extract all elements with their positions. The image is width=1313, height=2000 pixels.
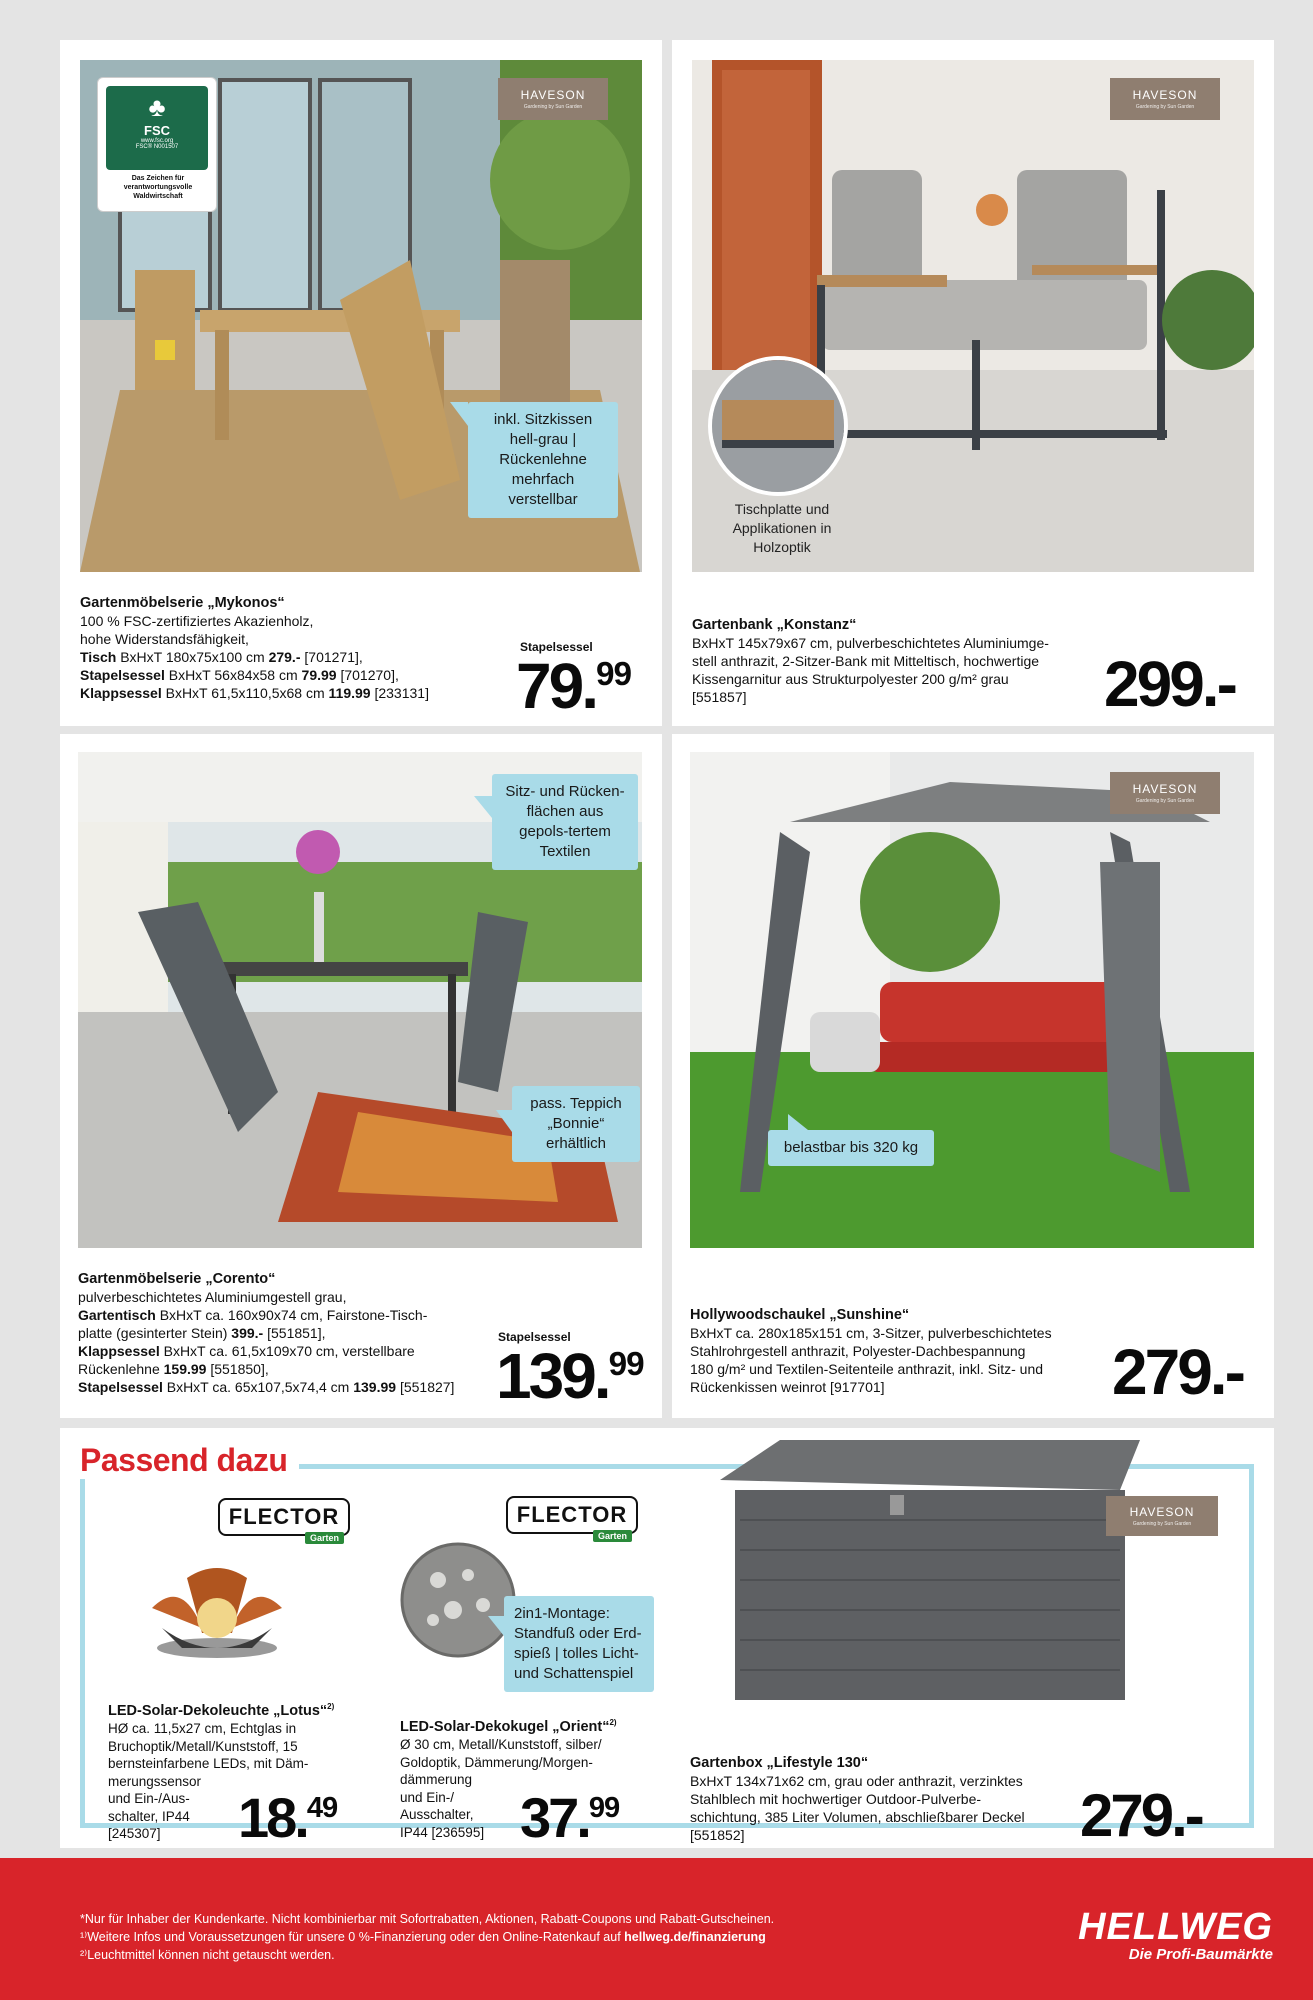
corento-bubble-bottom-text: pass. Teppich „Bonnie“ erhältlich [530, 1095, 622, 1152]
corento-price: 139.99 [496, 1340, 644, 1412]
lifestyle-line2: Stahlblech mit hochwertiger Outdoor-Pulverbe- [690, 1791, 982, 1807]
mykonos-bubble [468, 402, 618, 518]
konstanz-line4: [551857] [692, 689, 747, 705]
corento-rueckenlehne: Rückenlehne 159.99 [551850], [78, 1361, 269, 1377]
gartenbox-image [720, 1440, 1140, 1710]
orient-price: 37.99 [520, 1786, 620, 1849]
orient-line: dämmerung [400, 1772, 473, 1788]
hellweg-logo-name: HELLWEG [1078, 1906, 1273, 1948]
konstanz-title: Gartenbank „Konstanz“ [692, 617, 857, 633]
orient-ball-icon [398, 1540, 518, 1660]
lotus-price: 18.49 [238, 1786, 338, 1849]
sunshine-bubble [768, 1130, 934, 1166]
fsc-note: Das Zeichen für verantwortungsvolle Waldwirtschaft [123, 175, 193, 200]
lotus-title: LED-Solar-Dekoleuchte „Lotus“ [108, 1702, 328, 1719]
haveson-badge: HAVESON Gardening by Sun Garden [1110, 772, 1220, 814]
orient-line: Ø 30 cm, Metall/Kunststoff, silber/ [400, 1737, 602, 1753]
corento-bubble-bottom [512, 1086, 640, 1162]
passend-dazu-section [60, 1428, 1274, 1848]
fsc-logo-icon: ♣ FSC www.fsc.org FSC® N001507 [106, 86, 208, 170]
product-card-corento [60, 734, 662, 1418]
konstanz-line3: Kissengarnitur aus Strukturpolyester 200 g/m² grau [692, 671, 1009, 687]
orient-line: und Ein-/ [400, 1789, 455, 1805]
lifestyle-title: Gartenbox „Lifestyle 130“ [690, 1755, 869, 1771]
lifestyle-price: 279.- [1080, 1782, 1202, 1849]
orient-line: IP44 [236595] [400, 1824, 485, 1840]
mykonos-line2: hohe Widerstandsfähigkeit, [80, 631, 249, 647]
corento-line1: pulverbeschichtetes Aluminiumgestell grau, [78, 1289, 347, 1305]
lifestyle-line1: BxHxT 134x71x62 cm, grau oder anthrazit, verzinktes [690, 1773, 1023, 1789]
financing-link[interactable]: hellweg.de/finanzierung [624, 1930, 766, 1944]
fsc-badge [97, 77, 217, 212]
lotus-line: HØ ca. 11,5x27 cm, Echtglas in [108, 1721, 297, 1737]
lotus-line: [245307] [108, 1826, 161, 1842]
lifestyle-line3: schichtung, 385 Liter Volumen, abschließbarer Deckel [690, 1809, 1025, 1825]
footer-notes [80, 1910, 774, 1964]
product-card-konstanz [672, 40, 1274, 726]
konstanz-price: 299.- [1104, 648, 1235, 720]
hellweg-slogan: Die Profi-Baumärkte [1128, 1946, 1273, 1963]
sunshine-line1: BxHxT ca. 280x185x151 cm, 3-Sitzer, pulverbeschichtetes [690, 1325, 1052, 1341]
mykonos-bubble-text: inkl. Sitzkissen hell-grau | Rückenlehne mehrfach verstellbar [493, 411, 593, 508]
mykonos-title: Gartenmöbelserie „Mykonos“ [80, 595, 285, 611]
footer-note-2: ¹⁾Weitere Infos und Voraussetzungen für unsere 0 %-Finanzierung oder den Online-Ratenkauf auf hellweg.de/finanzierung [80, 1930, 766, 1944]
orient-line: Ausschalter, [400, 1807, 474, 1823]
corento-klappsessel: Klappsessel BxHxT ca. 61,5x109x70 cm, verstellbare [78, 1343, 415, 1359]
mykonos-price-label: Stapelsessel [520, 640, 593, 654]
flector-logo-lotus: FLECTOR Garten [218, 1498, 350, 1536]
mykonos-stapelsessel: Stapelsessel BxHxT 56x84x58 cm 79.99 [701270], [80, 667, 399, 683]
mykonos-klappsessel: Klappsessel BxHxT 61,5x110,5x68 cm 119.99 [233131] [80, 685, 429, 701]
product-card-mykonos [60, 40, 662, 726]
sunshine-bubble-text: belastbar bis 320 kg [783, 1139, 919, 1156]
haveson-tagline: Gardening by Sun Garden [523, 104, 583, 110]
corento-price-label: Stapelsessel [498, 1330, 571, 1344]
lotus-line: Bruchoptik/Metall/Kunststoff, 15 [108, 1738, 298, 1754]
haveson-badge [498, 78, 608, 120]
product-card-sunshine [672, 734, 1274, 1418]
haveson-badge: HAVESON Gardening by Sun Garden [1110, 78, 1220, 120]
lotus-lamp-icon [132, 1548, 302, 1668]
mykonos-tisch: Tisch BxHxT 180x75x100 cm 279.- [701271], [80, 649, 363, 665]
orient-title: LED-Solar-Dekokugel „Orient“ [400, 1718, 610, 1735]
corento-description [78, 1270, 498, 1396]
sunshine-line3: 180 g/m² und Textilen-Seitenteile anthrazit, inkl. Sitz- und [690, 1361, 1044, 1377]
sunshine-price: 279.- [1112, 1336, 1243, 1408]
lotus-line: schalter, IP44 [108, 1808, 190, 1824]
lifestyle-description [690, 1754, 1110, 1844]
corento-title: Gartenmöbelserie „Corento“ [78, 1271, 276, 1287]
corento-bubble-top [492, 774, 638, 870]
corento-stapelsessel: Stapelsessel BxHxT ca. 65x107,5x74,4 cm 139.99 [551827] [78, 1379, 455, 1395]
fsc-label: FSC [144, 123, 170, 138]
konstanz-line2: stell anthrazit, 2-Sitzer-Bank mit Mitteltisch, hochwertige [692, 653, 1040, 669]
sunshine-description [690, 1306, 1110, 1396]
sunshine-line2: Stahlrohrgestell anthrazit, Polyester-Dachbespannung [690, 1343, 1026, 1359]
passend-heading: Passend dazu [80, 1442, 299, 1479]
footer-note-1: *Nur für Inhaber der Kundenkarte. Nicht kombinierbar mit Sofortrabatten, Aktionen, Rabatt-Coupons und Rabatt-Gutscheinen. [80, 1912, 775, 1926]
orient-line: Goldoptik, Dämmerung/Morgen- [400, 1754, 593, 1770]
lotus-line: bernsteinfarbene LEDs, mit Däm- [108, 1756, 309, 1772]
lotus-line: merungssensor [108, 1773, 202, 1789]
fsc-license: FSC® N001507 [135, 144, 179, 150]
corento-tischplatte: platte (gesinterter Stein) 399.- [551851], [78, 1325, 326, 1341]
lifestyle-line4: [551852] [690, 1827, 745, 1843]
sunshine-title: Hollywoodschaukel „Sunshine“ [690, 1307, 910, 1323]
corento-gartentisch: Gartentisch BxHxT ca. 160x90x74 cm, Fairstone-Tisch- [78, 1307, 428, 1323]
footer [0, 1858, 1313, 2000]
mykonos-price: 79.99 [516, 650, 631, 722]
lotus-line: und Ein-/Aus- [108, 1791, 190, 1807]
mykonos-line1: 100 % FSC-zertifiziertes Akazienholz, [80, 613, 314, 629]
haveson-name: HAVESON [520, 88, 586, 102]
sunshine-line4: Rückenkissen weinrot [917701] [690, 1379, 885, 1395]
footer-note-3: ²⁾Leuchtmittel können nicht getauscht werden. [80, 1948, 335, 1962]
konstanz-line1: BxHxT 145x79x67 cm, pulverbeschichtetes Aluminiumge- [692, 635, 1049, 651]
konstanz-description [692, 616, 1112, 706]
mykonos-description [80, 594, 480, 702]
orient-description: LED-Solar-Dekokugel „Orient“$^{2)}$ Ø 30 cm, Metall/Kunststoff, silber/ Goldoptik, Dämmerung/Morgen- dämmerung und Ein-/ Ausschalter, IP44 [236595] [400, 1714, 650, 1841]
orient-bubble-text: 2in1-Montage: Standfuß oder Erd-spieß | tolles Licht- und Schattenspiel [514, 1605, 642, 1682]
orient-bubble [504, 1596, 654, 1692]
haveson-badge: HAVESON Gardening by Sun Garden [1106, 1496, 1218, 1536]
konstanz-inset-caption: Tischplatte und Applikationen in Holzoptik [732, 501, 832, 555]
fsc-url: www.fsc.org [140, 138, 174, 144]
corento-bubble-top-text: Sitz- und Rücken-flächen aus gepols-tertem Textilen [505, 783, 625, 860]
lotus-description: LED-Solar-Dekoleuchte „Lotus“$^{2)}$ HØ ca. 11,5x27 cm, Echtglas in Bruchoptik/Metall/Kunststoff, 15 bernsteinfarbene LEDs, mit Däm- merungssensor und Ein-/Aus- schalter, IP44 [245307] [108, 1698, 348, 1843]
sunshine-photo [690, 752, 1254, 1248]
flector-logo-orient: FLECTOR Garten [506, 1496, 638, 1534]
hellweg-logo[interactable] [1078, 1908, 1273, 1963]
konstanz-detail-inset [708, 356, 848, 496]
